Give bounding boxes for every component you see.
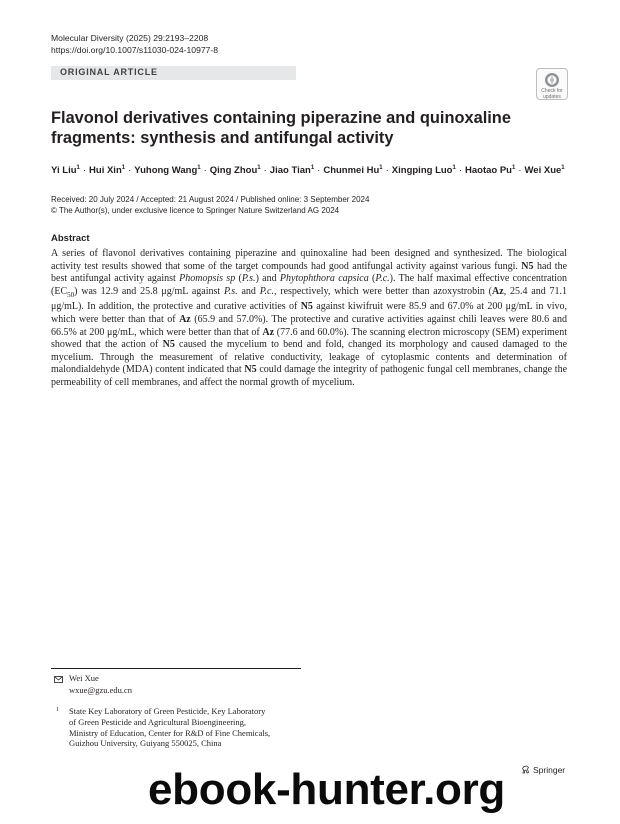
check-for-updates-icon bbox=[544, 72, 560, 88]
author-separator: · bbox=[385, 165, 389, 176]
author-name[interactable]: Chunmei Hu bbox=[323, 165, 380, 176]
check-for-updates-line2: updates bbox=[543, 94, 561, 100]
corresponding-author-name: Wei Xue bbox=[69, 673, 99, 683]
author-affiliation-mark: 1 bbox=[197, 165, 201, 171]
corresponding-author-email[interactable]: wxue@gzu.edu.cn bbox=[69, 685, 133, 695]
author-separator: · bbox=[128, 165, 132, 176]
affiliation-number: 1 bbox=[56, 707, 59, 713]
author-affiliation-mark: 1 bbox=[452, 165, 456, 171]
publisher-logo bbox=[521, 765, 565, 775]
author-affiliation-mark: 1 bbox=[379, 165, 383, 171]
author-list bbox=[51, 162, 571, 177]
springer-horse-icon bbox=[521, 765, 530, 774]
author-affiliation-mark: 1 bbox=[511, 165, 516, 171]
author-affiliation-mark: 1 bbox=[121, 165, 126, 171]
author-name[interactable]: Yi Liu bbox=[51, 165, 77, 176]
article-title: Flavonol derivatives containing piperazine and quinoxaline fragments: synthesis and antifungal activity bbox=[51, 109, 511, 147]
author-separator: · bbox=[317, 165, 321, 176]
author-affiliation-mark: 1 bbox=[561, 165, 565, 171]
affiliation-text: State Key Laboratory of Green Pesticide, Key Laboratory of Green Pesticide and Agricultural Bioengineering, Ministry of Education, Center for R&D of Fine Chemicals, Guizhou University, Guiyang 550025, China bbox=[69, 706, 271, 749]
article-type-label: ORIGINAL ARTICLE bbox=[60, 67, 158, 77]
check-for-updates-line1: Check for bbox=[541, 88, 563, 94]
publication-dates bbox=[51, 194, 369, 216]
author-name[interactable]: Yuhong Wang bbox=[134, 165, 198, 176]
author-name[interactable]: Wei Xue bbox=[524, 165, 562, 176]
author-separator: · bbox=[82, 165, 87, 176]
journal-citation: Molecular Diversity (2025) 29:2193–2208 bbox=[51, 33, 209, 43]
copyright-line: © The Author(s), under exclusive licence to Springer Nature Switzerland AG 2024 bbox=[51, 206, 340, 215]
abstract-heading: Abstract bbox=[51, 233, 90, 244]
author-name[interactable]: Jiao Tian bbox=[269, 165, 311, 176]
author-separator: · bbox=[263, 165, 267, 176]
check-for-updates-badge[interactable] bbox=[536, 68, 568, 100]
author-separator: · bbox=[458, 165, 462, 176]
publication-history: Received: 20 July 2024 / Accepted: 21 August 2024 / Published online: 3 September 2024 bbox=[51, 195, 370, 204]
author-name[interactable]: Qing Zhou bbox=[209, 165, 258, 176]
author-separator: · bbox=[518, 165, 522, 176]
doi-link[interactable]: https://doi.org/10.1007/s11030-024-10977-8 bbox=[51, 45, 219, 55]
publisher-name: Springer bbox=[533, 765, 566, 775]
author-name[interactable]: Hui Xin bbox=[89, 165, 122, 176]
author-name[interactable]: Xingping Luo bbox=[391, 165, 453, 176]
abstract-body: A series of flavonol derivatives containing piperazine and quinoxaline had been designed and synthesized. The biological activity test results showed that some of the target compounds had good antifungal activity against various fungi. N5 had the best antifungal activity against Phomopsis sp (P.s.) and Phytophthora capsica (P.c.). The half maximal effective concentration $(EC_{50})$ was 12.9 and 25.8 μg/mL against P.s. and P.c., respectively, which were better than azoxystrobin (Az, 25.4 and 71.1 μg/mL). In addition, the protective and curative activities of N5 against kiwifruit were 85.9 and 67.0% at 200 μg/mL in vivo, which were better than that of Az (65.9 and 57.0%). The protective and curative activities against chili leaves were 80.6 and 66.5% at 200 μg/mL, which were better than that of Az (77.6 and 60.0%). The scanning electron microscopy (SEM) experiment showed that the action of N5 caused the mycelium to bend and fold, changed its morphology and caused damaged to the mycelium. Through the measurement of relative conductivity, leakage of cytoplasmic contents and determination of malondialdehyde (MDA) content indicated that N5 could damage the integrity of pathogenic fungal cell membranes, change the permeability of cell membranes, and affect the normal growth of mycelium. bbox=[51, 248, 568, 388]
author-affiliation-mark: 1 bbox=[310, 165, 315, 171]
author-name[interactable]: Haotao Pu bbox=[465, 165, 512, 176]
author-affiliation-mark: 1 bbox=[257, 165, 261, 171]
envelope-icon bbox=[54, 676, 63, 683]
footnote-divider bbox=[51, 668, 301, 669]
author-affiliation-mark: 1 bbox=[76, 165, 80, 171]
article-type-band bbox=[51, 66, 296, 80]
watermark-text: ebook-hunter.org bbox=[148, 765, 505, 814]
author-separator: · bbox=[203, 165, 207, 176]
